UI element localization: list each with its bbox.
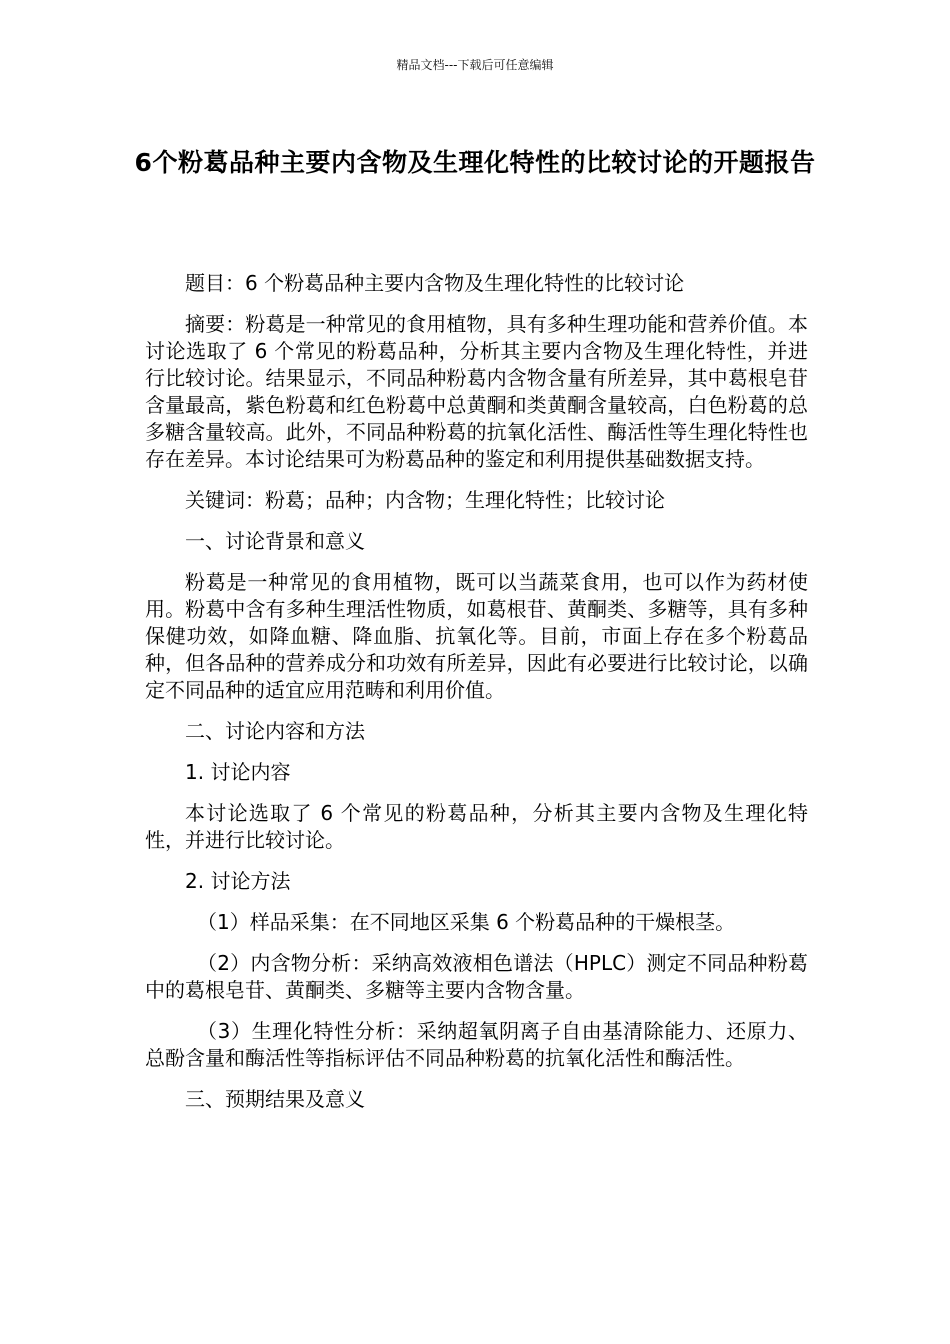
content-paragraph: 本讨论选取了 6 个常见的粉葛品种，分析其主要内含物及生理化特性，并进行比较讨论。 (145, 801, 808, 852)
abstract-paragraph: 摘要：粉葛是一种常见的食用植物，具有多种生理功能和营养价值。本讨论选取了 6 个常见的粉葛品种，分析其主要内含物及生理化特性，并进行比较讨论。结果显示，不同品种粉葛内含物含量有所差异，其中葛根皂苷含量最高，紫色粉葛和红色粉葛中总黄酮和类黄酮含量较高，白色粉葛的总多糖含量较高。此外，不同品种粉葛的抗氧化活性、酶活性等生理化特性也存在差异。本讨论结果可为粉葛品种的鉴定和利用提供基础数据支持。 (145, 312, 808, 471)
section-heading-content-methods: 二、讨论内容和方法 (185, 719, 365, 743)
method-step-physiochemical-analysis: （3）生理化特性分析：采纳超氧阴离子自由基清除能力、还原力、总酚含量和酶活性等指标评估不同品种粉葛的抗氧化活性和酶活性。 (145, 1019, 808, 1070)
subheading-content: 1. 讨论内容 (185, 760, 291, 784)
page-header-note: 精品文档---下载后可任意编辑 (396, 58, 554, 72)
section-heading-background: 一、讨论背景和意义 (185, 529, 365, 553)
method-step-sampling: （1）样品采集：在不同地区采集 6 个粉葛品种的干燥根茎。 (197, 910, 736, 934)
method-step-content-analysis: （2）内含物分析：采纳高效液相色谱法（HPLC）测定不同品种粉葛中的葛根皂苷、黄酮类、多糖等主要内含物含量。 (145, 951, 808, 1002)
topic-line: 题目：6 个粉葛品种主要内含物及生理化特性的比较讨论 (185, 271, 685, 295)
subheading-methods: 2. 讨论方法 (185, 869, 291, 893)
document-title: 6个粉葛品种主要内含物及生理化特性的比较讨论的开题报告 (134, 148, 816, 177)
keywords-line: 关键词：粉葛；品种；内含物；生理化特性；比较讨论 (185, 488, 665, 512)
document-body (145, 270, 808, 1127)
background-paragraph: 粉葛是一种常见的食用植物，既可以当蔬菜食用，也可以作为药材使用。粉葛中含有多种生理活性物质，如葛根苷、黄酮类、多糖等，具有多种保健功效，如降血糖、降血脂、抗氧化等。目前，市面上存在多个粉葛品种，但各品种的营养成分和功效有所差异，因此有必要进行比较讨论，以确定不同品种的适宜应用范畴和利用价值。 (145, 570, 808, 702)
section-heading-expected-results: 三、预期结果及意义 (185, 1087, 365, 1111)
